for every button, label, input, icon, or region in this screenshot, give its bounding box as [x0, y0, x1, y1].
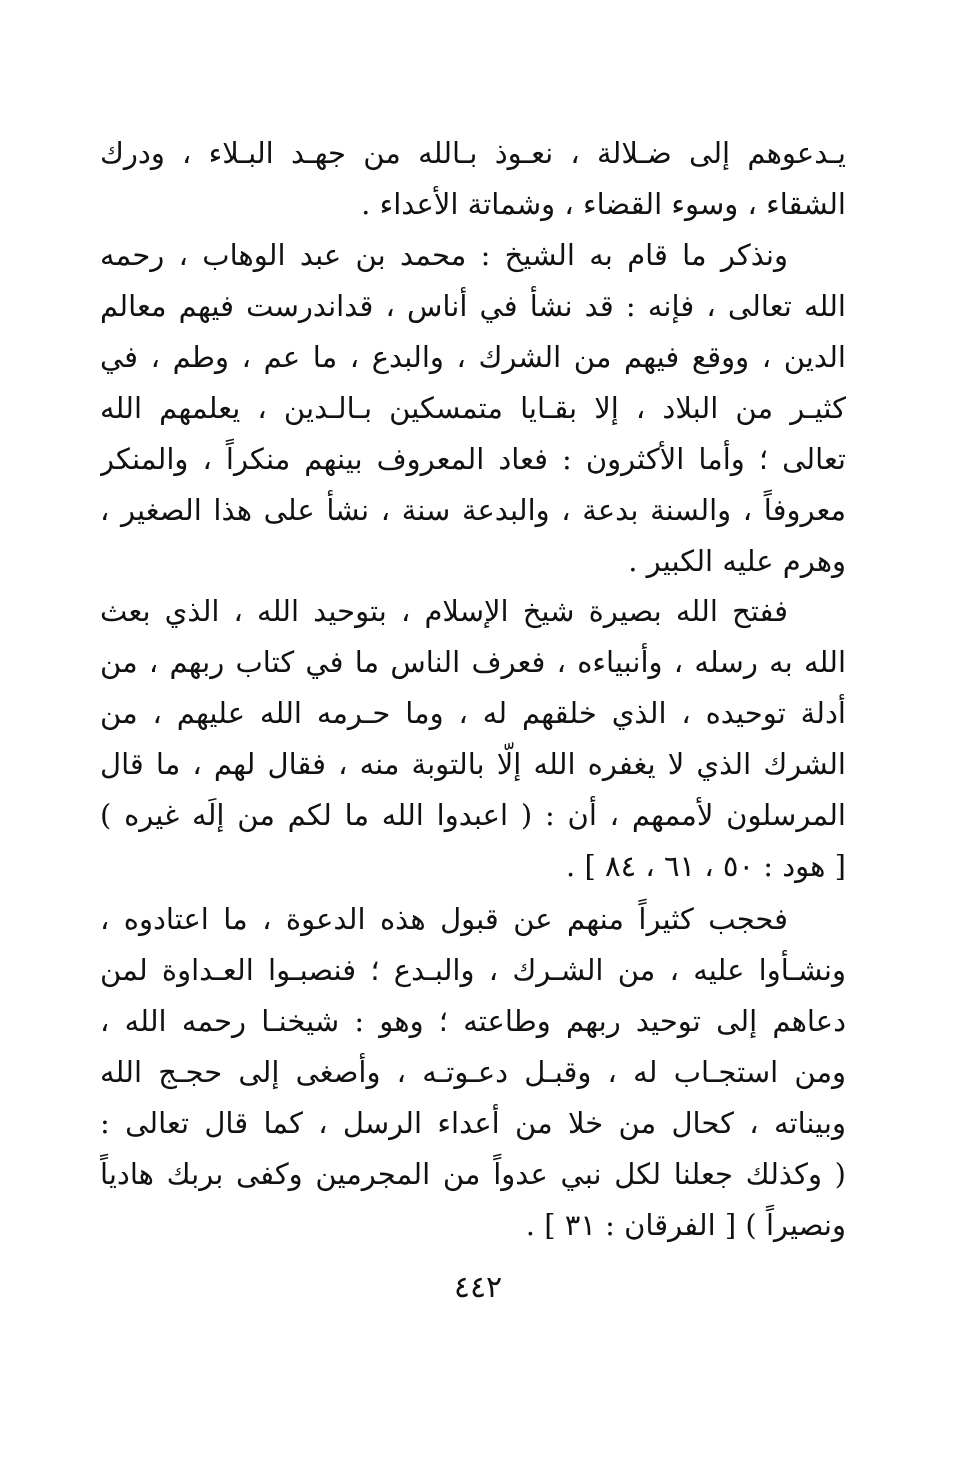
paragraph-line: الدين ، ووقع فيهم من الشرك ، والبدع ، ما عم ، وطم ، في	[100, 340, 846, 374]
paragraph-line: وهرم عليه الكبير .	[628, 544, 846, 578]
paragraph-line: تعالى ؛ وأما الأكثرون : فعاد المعروف بينهم منكراً ، والمنكر	[100, 442, 846, 476]
paragraph-3	[100, 586, 846, 892]
page-number: ٤٤٢	[453, 1270, 503, 1305]
paragraph-line: يـدعوهم إلى ضـلالة ، نعـوذ بـالله من جهـد البـلاء ، ودرك	[100, 136, 846, 170]
paragraph-line: ونصيراً ) [ الفرقان : ٣١ ] .	[525, 1208, 846, 1242]
paragraph-line: ونذكر ما قام به الشيخ : محمد بن عبد الوهاب ، رحمه	[100, 238, 788, 272]
paragraph-2	[100, 230, 846, 587]
paragraph-1	[100, 128, 846, 230]
paragraph-line: الله تعالى ، فإنه : قد نشأ في أناس ، قداندرست فيهم معالم	[100, 289, 846, 323]
paragraph-line: دعاهم إلى توحيد ربهم وطاعته ؛ وهو : شيخنـا رحمه الله ،	[100, 1004, 846, 1038]
paragraph-line: [ هود : ٥٠ ، ٦١ ، ٨٤ ] .	[566, 849, 846, 883]
paragraph-4	[100, 894, 846, 1251]
paragraph-line: ومن استجـاب له ، وقبـل دعـوتـه ، وأصغى إلى حجـج الله	[100, 1055, 846, 1089]
paragraph-line: ( وكذلك جعلنا لكل نبي عدواً من المجرمين وكفى بربك هادياً	[100, 1157, 846, 1191]
paragraph-line: ونشـأوا عليه ، من الشـرك ، والبـدع ؛ فنصبـوا العـداوة لمن	[100, 953, 846, 987]
paragraph-line: أدلة توحيده ، الذي خلقهم له ، وما حـرمه الله عليهم ، من	[100, 696, 846, 730]
paragraph-line: فحجب كثيراً منهم عن قبول هذه الدعوة ، ما اعتادوه ،	[100, 902, 788, 936]
paragraph-line: كثيـر من البلاد ، إلا بقـايا متمسكين بـالـدين ، يعلمهم الله	[100, 391, 846, 425]
paragraph-line: وبيناته ، كحال من خلا من أعداء الرسل ، كما قال تعالى :	[100, 1106, 846, 1140]
paragraph-line: الله به رسله ، وأنبياءه ، فعرف الناس ما في كتاب ربهم ، من	[100, 645, 846, 679]
paragraph-line: ففتح الله بصيرة شيخ الإسلام ، بتوحيد الله ، الذي بعث	[100, 594, 788, 628]
paragraph-line: المرسلون لأممهم ، أن : ( اعبدوا الله ما لكم من إلَه غيره )	[100, 798, 846, 832]
paragraph-line: معروفاً ، والسنة بدعة ، والبدعة سنة ، نشأ على هذا الصغير ،	[100, 493, 846, 527]
paragraph-line: الشقاء ، وسوء القضاء ، وشماتة الأعداء .	[361, 187, 846, 221]
paragraph-line: الشرك الذي لا يغفره الله إلّا بالتوبة منه ، فقال لهم ، ما قال	[100, 747, 846, 781]
